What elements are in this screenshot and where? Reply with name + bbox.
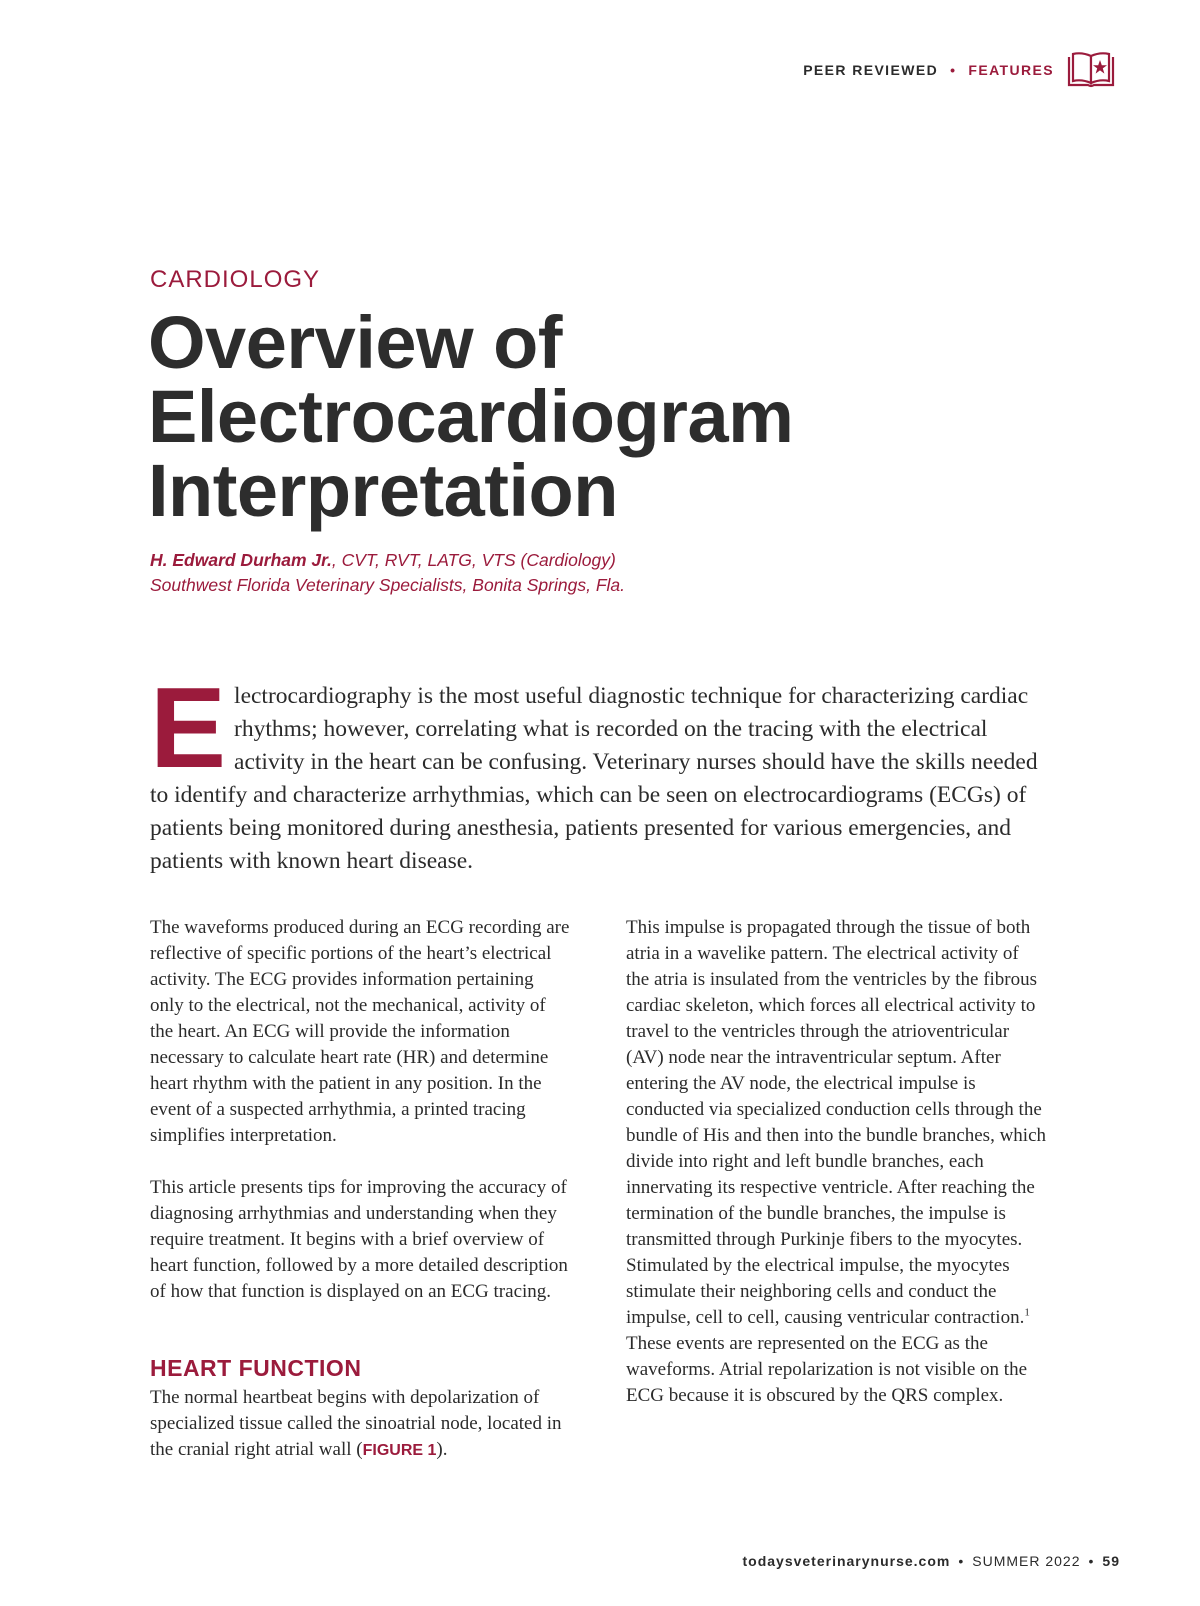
left-column	[150, 915, 570, 1464]
footer-bullet: •	[958, 1553, 965, 1569]
right-column	[626, 915, 1046, 1409]
body-text: These events are represented on the ECG as the waveforms. Atrial repolarization is not visible on the ECG because it is obscured by the QRS complex.	[626, 1333, 1028, 1406]
author-line	[150, 548, 625, 573]
footer-issue: SUMMER 2022	[972, 1553, 1081, 1569]
page-number: 59	[1102, 1553, 1120, 1569]
lede-paragraph	[150, 665, 1050, 878]
author-name: H. Edward Durham Jr.	[150, 550, 332, 570]
figure-reference-link[interactable]: FIGURE 1	[362, 1442, 437, 1459]
lede-text: lectrocardiography is the most useful diagnostic technique for characterizing cardiac rhythms; however, correlating what is recorded on the tracing with the electrical activity in the heart can be confusing. Veterinary nurses should have the skills needed to identify and characterize arrhythmias, which can be seen on electrocardiograms (ECGs) of patients being monitored during anesthesia, patients presented for various emergencies, and patients with known heart disease.	[150, 683, 1038, 874]
book-star-icon	[1066, 50, 1116, 90]
body-paragraph	[150, 1385, 570, 1464]
author-credentials: , CVT, RVT, LATG, VTS (Cardiology)	[331, 550, 616, 570]
title-line: Interpretation	[148, 449, 618, 532]
body-text: The normal heartbeat begins with depolarization of specialized tissue called the sinoatrial node, located in the cranial right atrial wall (	[150, 1387, 562, 1460]
page-header	[803, 50, 1116, 90]
citation-superscript[interactable]: 1	[1024, 1306, 1030, 1319]
section-heading: HEART FUNCTION	[150, 1355, 362, 1381]
header-bullet: •	[950, 62, 957, 78]
page-footer	[742, 1553, 1120, 1569]
title-line: Electrocardiogram	[148, 375, 794, 458]
body-paragraph: The waveforms produced during an ECG recording are reflective of specific portions of the heart’s electrical activity. The ECG provides information pertaining only to the electrical, not the mechanical, activity of the heart. An ECG will provide the information necessary to calculate heart rate (HR) and determine heart rhythm with the patient in any position. In the event of a suspected arrhythmia, a printed tracing simplifies interpretation.	[150, 917, 570, 1146]
drop-cap: E	[150, 665, 227, 792]
peer-reviewed-label: PEER REVIEWED	[803, 62, 939, 78]
author-block	[150, 548, 625, 598]
body-paragraph	[626, 915, 1046, 1409]
title-line: Overview of	[148, 301, 563, 384]
body-text: This impulse is propagated through the tissue of both atria in a wavelike pattern. The electrical activity of the atria is insulated from the ventricles by the fibrous cardiac skeleton, which forces all electrical activity to travel to the ventricles through the atrioventricular (AV) node near the intraventricular septum. After entering the AV node, the electrical impulse is conducted via specialized conduction cells through the bundle of His and then into the bundle branches, which divide into right and left bundle branches, each innervating its respective ventricle. After reaching the termination of the bundle branches, the impulse is transmitted through Purkinje fibers to the myocytes. Stimulated by the electrical impulse, the myocytes stimulate their neighboring cells and conduct the impulse, cell to cell, causing ventricular contraction.	[626, 917, 1047, 1328]
features-label: FEATURES	[968, 62, 1054, 78]
section-label: CARDIOLOGY	[150, 266, 321, 293]
body-paragraph: This article presents tips for improving the accuracy of diagnosing arrhythmias and understanding when they require treatment. It begins with a brief overview of heart function, followed by a more detailed description of how that function is displayed on an ECG tracing.	[150, 1177, 568, 1302]
footer-site: todaysveterinarynurse.com	[742, 1553, 951, 1569]
footer-bullet: •	[1088, 1553, 1095, 1569]
article-title	[148, 301, 1048, 532]
author-affiliation: Southwest Florida Veterinary Specialists, Bonita Springs, Fla.	[150, 575, 625, 595]
body-text: ).	[436, 1439, 448, 1460]
